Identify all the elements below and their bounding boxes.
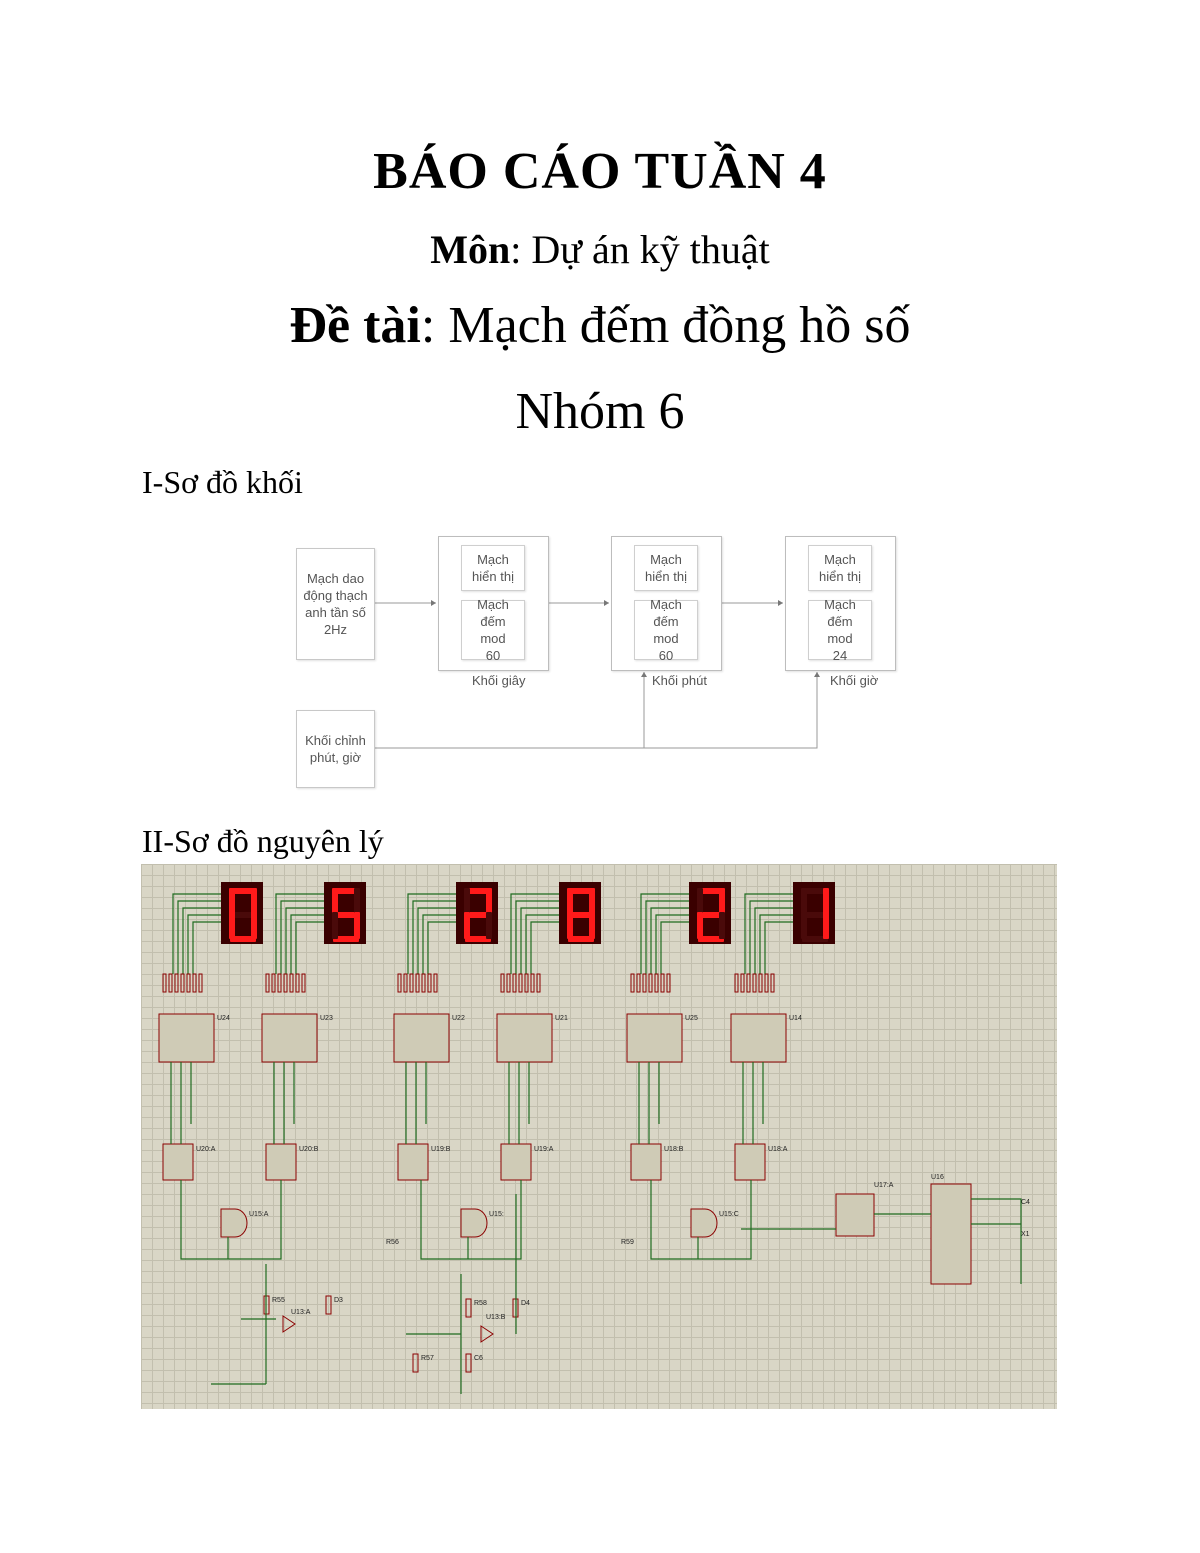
decoder-label-1: U24 — [217, 1015, 230, 1022]
counter-ic-4 — [501, 1144, 531, 1180]
decoder-label-5: U25 — [685, 1015, 698, 1022]
counter-ic-6 — [735, 1144, 765, 1180]
decoder-ic-5 — [627, 1014, 682, 1062]
hours-counter-block — [808, 597, 872, 663]
minutes-display-block — [634, 545, 698, 591]
passive-part-5 — [466, 1354, 471, 1372]
u13a-label: U13:A — [291, 1309, 311, 1316]
counter-label-2: U20:B — [299, 1146, 319, 1153]
seconds-caption: Khối giây — [472, 673, 526, 688]
hours-display-block — [808, 545, 872, 591]
seconds-counter-block — [461, 597, 525, 663]
decoder-ic-3 — [394, 1014, 449, 1062]
decoder-ic-2 — [262, 1014, 317, 1062]
section-block-diagram-heading: I-Sơ đồ khối — [142, 464, 303, 500]
section-schematic-heading: II-Sơ đồ nguyên lý — [142, 823, 384, 859]
report-title: BÁO CÁO TUẦN 4 — [373, 143, 827, 200]
hours-display-label: Mạch hiển thị — [819, 552, 861, 584]
counter-ic-2 — [266, 1144, 296, 1180]
part-label-4: D4 — [521, 1300, 530, 1307]
counter-label-6: U18:A — [768, 1146, 788, 1153]
part-label-2: D3 — [334, 1297, 343, 1304]
minutes-caption: Khối phút — [652, 673, 707, 688]
seconds-display-block — [461, 545, 525, 591]
topic-label: Đề tài — [289, 297, 421, 354]
x1-label: X1 — [1021, 1231, 1030, 1238]
u17-label: U17:A — [874, 1182, 894, 1189]
schematic-drawing — [141, 864, 1057, 1409]
minutes-display-label: Mạch hiển thị — [645, 552, 687, 584]
part-label-5: C6 — [474, 1355, 483, 1362]
oscillator-ic — [931, 1184, 971, 1284]
oscillator-block — [296, 548, 375, 660]
r56-label: R56 — [386, 1239, 399, 1246]
counter-label-4: U19:A — [534, 1146, 554, 1153]
adjust-label: Khối chỉnh phút, giờ — [305, 733, 366, 765]
buffer-2 — [481, 1326, 493, 1342]
decoder-ic-6 — [731, 1014, 786, 1062]
counter-ic-5 — [631, 1144, 661, 1180]
counter-label-5: U18:B — [664, 1146, 684, 1153]
gate-label-1: U15:A — [249, 1211, 269, 1218]
oscillator-label: Mạch dao động thạch anh tần số 2Hz — [303, 571, 368, 637]
passive-part-6 — [413, 1354, 418, 1372]
decoder-label-4: U21 — [555, 1015, 568, 1022]
u13b-label: U13:B — [486, 1314, 506, 1321]
gate-label-3: U15:C — [719, 1211, 739, 1218]
decoder-ic-4 — [497, 1014, 552, 1062]
hours-counter-label: Mạch đếm mod 24 — [824, 597, 856, 663]
gate-label-2: U15: — [489, 1211, 504, 1218]
part-label-1: R55 — [272, 1297, 285, 1304]
seconds-display-label: Mạch hiển thị — [472, 552, 514, 584]
and-gate-1 — [221, 1209, 247, 1237]
minutes-counter-label: Mạch đếm mod 60 — [650, 597, 682, 663]
r59-label: R59 — [621, 1239, 634, 1246]
passive-part-3 — [466, 1299, 471, 1317]
decoder-label-6: U14 — [789, 1015, 802, 1022]
decoder-label-2: U23 — [320, 1015, 333, 1022]
and-gate-3 — [691, 1209, 717, 1237]
hours-caption: Khối giờ — [830, 673, 879, 688]
part-label-6: R57 — [421, 1355, 434, 1362]
subject-value: : Dự án kỹ thuật — [510, 227, 770, 272]
buffer-1 — [283, 1316, 295, 1332]
and-gate-2 — [461, 1209, 487, 1237]
minutes-counter-block — [634, 597, 698, 663]
seconds-counter-label: Mạch đếm mod 60 — [477, 597, 509, 663]
adjust-block — [296, 710, 375, 788]
c4-label: C4 — [1021, 1199, 1030, 1206]
counter-ic-3 — [398, 1144, 428, 1180]
part-label-3: R58 — [474, 1300, 487, 1307]
decoder-ic-1 — [159, 1014, 214, 1062]
circuit-schematic — [141, 864, 1057, 1409]
decoder-label-3: U22 — [452, 1015, 465, 1022]
u16-label: U16 — [931, 1174, 944, 1181]
group-name: Nhóm 6 — [515, 383, 685, 440]
subject-label: Môn — [430, 227, 511, 272]
passive-part-2 — [326, 1296, 331, 1314]
flipflop-ic — [836, 1194, 874, 1236]
counter-label-3: U19:B — [431, 1146, 451, 1153]
topic-value: : Mạch đếm đồng hồ số — [420, 297, 911, 354]
counter-ic-1 — [163, 1144, 193, 1180]
counter-label-1: U20:A — [196, 1146, 216, 1153]
